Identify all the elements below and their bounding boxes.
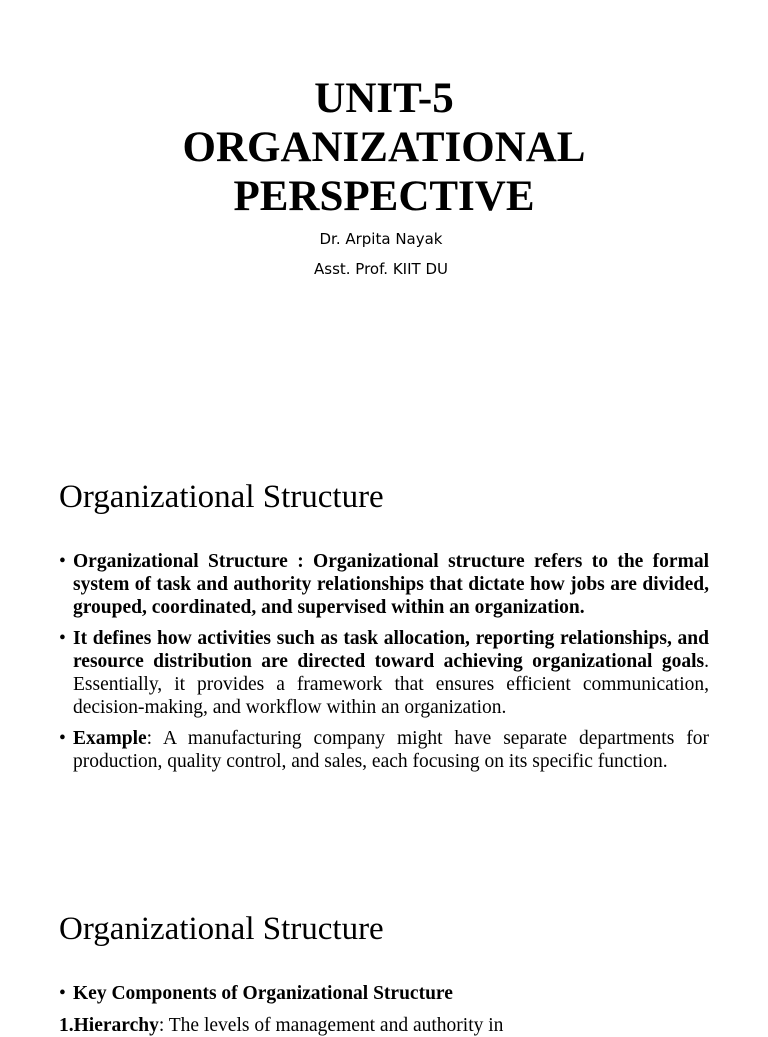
sub-item-bold-text: 1.Hierarchy — [59, 1015, 159, 1036]
presentation-title — [0, 74, 768, 221]
title-slide — [0, 0, 768, 420]
bullet-list — [59, 550, 709, 781]
bullet-icon: • — [59, 628, 66, 649]
slide-heading: Organizational Structure — [59, 911, 384, 947]
bullet-icon: • — [59, 551, 66, 572]
bullet-bold-text: Organizational Structure : Organizational structure refers to the formal system of task and authority relationships that dictate how jobs are divided, grouped, coordinated, and supervised within an organization. — [73, 551, 709, 618]
author-affiliation: Asst. Prof. KIIT DU — [314, 260, 448, 278]
sub-item-normal-text: : The levels of management and authority in — [158, 1015, 504, 1036]
slide-organizational-structure-components — [0, 872, 768, 1036]
bullet-item-purpose — [59, 627, 709, 719]
title-line-1: UNIT-5 — [314, 75, 454, 122]
bullet-item-definition — [59, 550, 709, 619]
bullet-icon: • — [59, 983, 66, 1004]
bullet-item-example — [59, 727, 709, 773]
bullet-bold-text: It defines how activities such as task allocation, reporting relationships, and resource distribution are directed toward achieving organizational goals — [73, 628, 709, 672]
bullet-icon: • — [59, 728, 66, 749]
bullet-normal-text: . Essentially, it provides a framework that ensures efficient communication, decision-making, and workflow within an organization. — [73, 651, 709, 718]
bullet-bold-text: Example — [73, 728, 147, 749]
title-line-3: PERSPECTIVE — [233, 173, 535, 220]
author-name: Dr. Arpita Nayak — [319, 230, 443, 248]
slide-heading: Organizational Structure — [59, 479, 384, 515]
sub-item-hierarchy — [59, 1014, 503, 1037]
title-line-2: ORGANIZATIONAL — [182, 124, 586, 171]
bullet-normal-text: : A manufacturing company might have separate departments for production, quality control, and sales, each focusing on its specific function. — [73, 728, 709, 772]
bullet-list — [59, 982, 709, 1013]
slide-organizational-structure-definition — [0, 440, 768, 860]
bullet-item-key-components — [59, 982, 709, 1005]
bullet-bold-text: Key Components of Organizational Structure — [73, 983, 453, 1004]
